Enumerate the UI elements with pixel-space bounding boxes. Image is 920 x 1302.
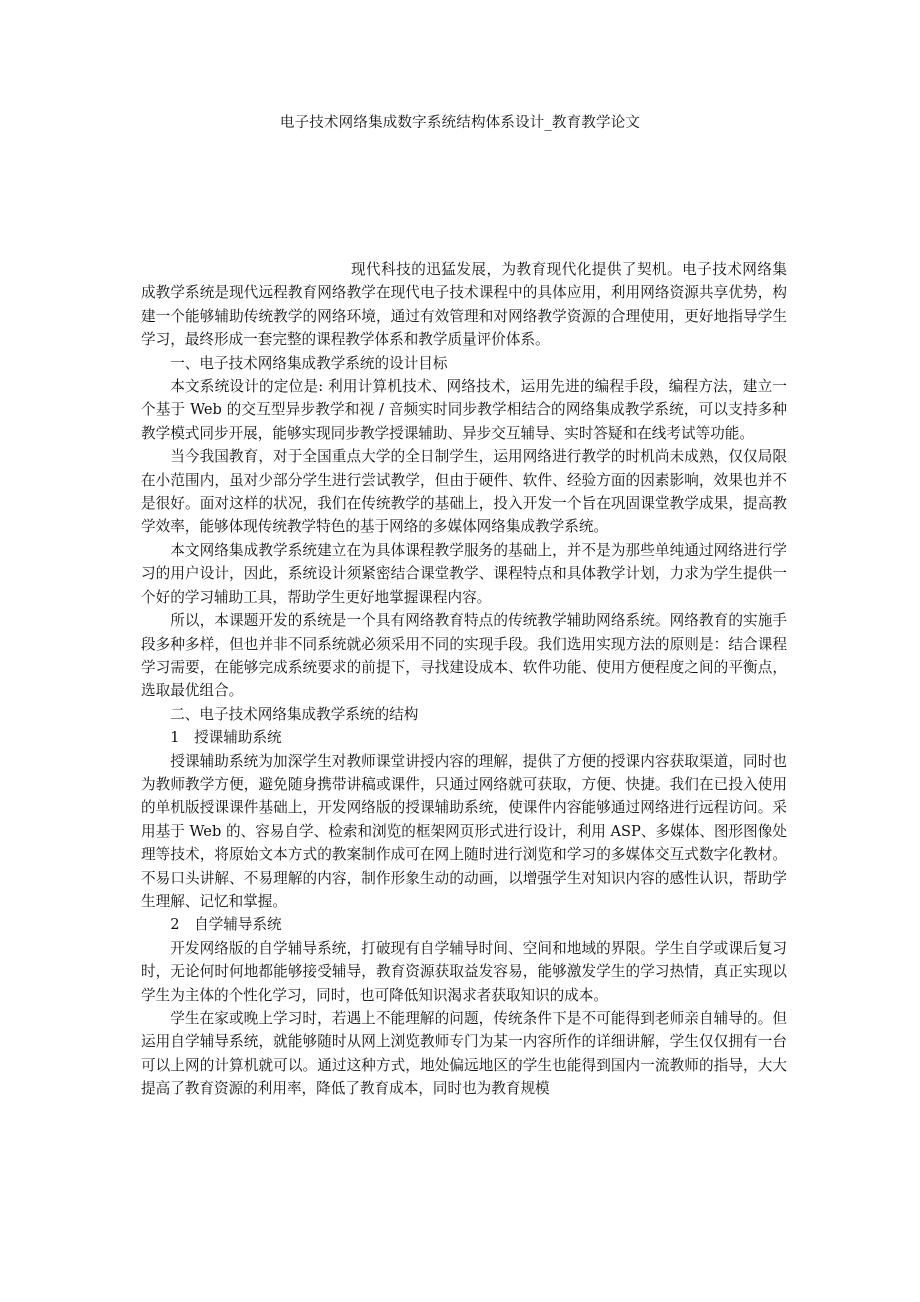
section-heading-1: 一、电子技术网络集成教学系统的设计目标 bbox=[170, 354, 448, 372]
document-title: 电子技术网络集成数字系统结构体系设计_教育教学论文 bbox=[279, 115, 641, 131]
body-paragraph: 开发网络版的自学辅导系统，打破现有自学辅导时间、空间和地域的界限。学生自学或课后复习时，无论何时何地都能够接受辅导，教育资源获取益发容易，能够激发学生的学习热情，真正实现以学生为主体的个性化学习，同时，也可降低知识渴求者获取知识的成本。 bbox=[141, 939, 787, 1004]
body-paragraph: 当今我国教育，对于全国重点大学的全日制学生，运用网络进行教学的时机尚未成熟，仅仅局限在小范围内，虽对少部分学生进行尝试教学，但由于硬件、软件、经验方面的因素影响，效果也并不是很好。面对这样的状况，我们在传统教学的基础上，投入开发一个旨在巩固课堂教学成果，提高教学效率，能够体现传统教学特色的基于网络的多媒体网络集成教学系统。 bbox=[141, 448, 787, 536]
subsection-heading-2: 2 自学辅导系统 bbox=[170, 916, 282, 934]
document-body bbox=[141, 258, 787, 1101]
body-paragraph: 所以，本课题开发的系统是一个具有网络教育特点的传统教学辅助网络系统。网络教育的实施手段多种多样，但也并非不同系统就必须采用不同的实现手段。我们选用实现方法的原则是：结合课程学习需要，在能够完成系统要求的前提下，寻找建设成本、软件功能、使用方便程度之间的平衡点，选取最优组合。 bbox=[141, 612, 787, 700]
body-paragraph: 本文网络集成教学系统建立在为具体课程教学服务的基础上，并不是为那些单纯通过网络进行学习的用户设计，因此，系统设计须紧密结合课堂教学、课程特点和具体教学计划，力求为学生提供一个好的学习辅助工具，帮助学生更好地掌握课程内容。 bbox=[141, 541, 787, 606]
body-paragraph: 学生在家或晚上学习时，若遇上不能理解的问题，传统条件下是不可能得到老师亲自辅导的。但运用自学辅导系统，就能够随时从网上浏览教师专门为某一内容所作的详细讲解，学生仅仅拥有一台可以上网的计算机就可以。通过这种方式，地处偏远地区的学生也能得到国内一流教师的指导，大大提高了教育资源的利用率，降低了教育成本，同时也为教育规模 bbox=[141, 1010, 787, 1098]
section-heading-2: 二、电子技术网络集成教学系统的结构 bbox=[170, 705, 419, 723]
body-paragraph: 授课辅助系统为加深学生对教师课堂讲授内容的理解，提供了方便的授课内容获取渠道，同时也为教师教学方便，避免随身携带讲稿或课件，只通过网络就可获取，方便、快捷。我们在已投入使用的单机版授课课件基础上，开发网络版的授课辅助系统，使课件内容能够通过网络进行远程访问。采用基于 Web 的、容易自学、检索和浏览的框架网页形式进行设计，利用 ASP、多媒体、图形图像处理等技术，将原始文本方式的教案制作成可在网上随时进行浏览和学习的多媒体交互式数字化教材。不易口头讲解、不易理解的内容，制作形象生动的动画，以增强学生对知识内容的感性认识，帮助学生理解、记忆和掌握。 bbox=[141, 752, 787, 910]
body-paragraph: 本文系统设计的定位是: 利用计算机技术、网络技术，运用先进的编程手段，编程方法，建立一个基于 Web 的交互型异步教学和视 / 音频实时同步教学相结合的网络集成教学系统，可以支持多种教学模式同步开展，能够实现同步教学授课辅助、异步交互辅导、实时答疑和在线考试等功能。 bbox=[141, 378, 787, 442]
intro-paragraph: 现代科技的迅猛发展，为教育现代化提供了契机。电子技术网络集成教学系统是现代远程教育网络教学在现代电子技术课程中的具体应用，利用网络资源共享优势，构建一个能够辅助传统教学的网络环境，通过有效管理和对网络教学资源的合理使用，更好地指导学生学习，最终形成一套完整的课程教学体系和教学质量评价体系。 bbox=[141, 261, 787, 349]
subsection-heading-1: 1 授课辅助系统 bbox=[170, 729, 282, 747]
